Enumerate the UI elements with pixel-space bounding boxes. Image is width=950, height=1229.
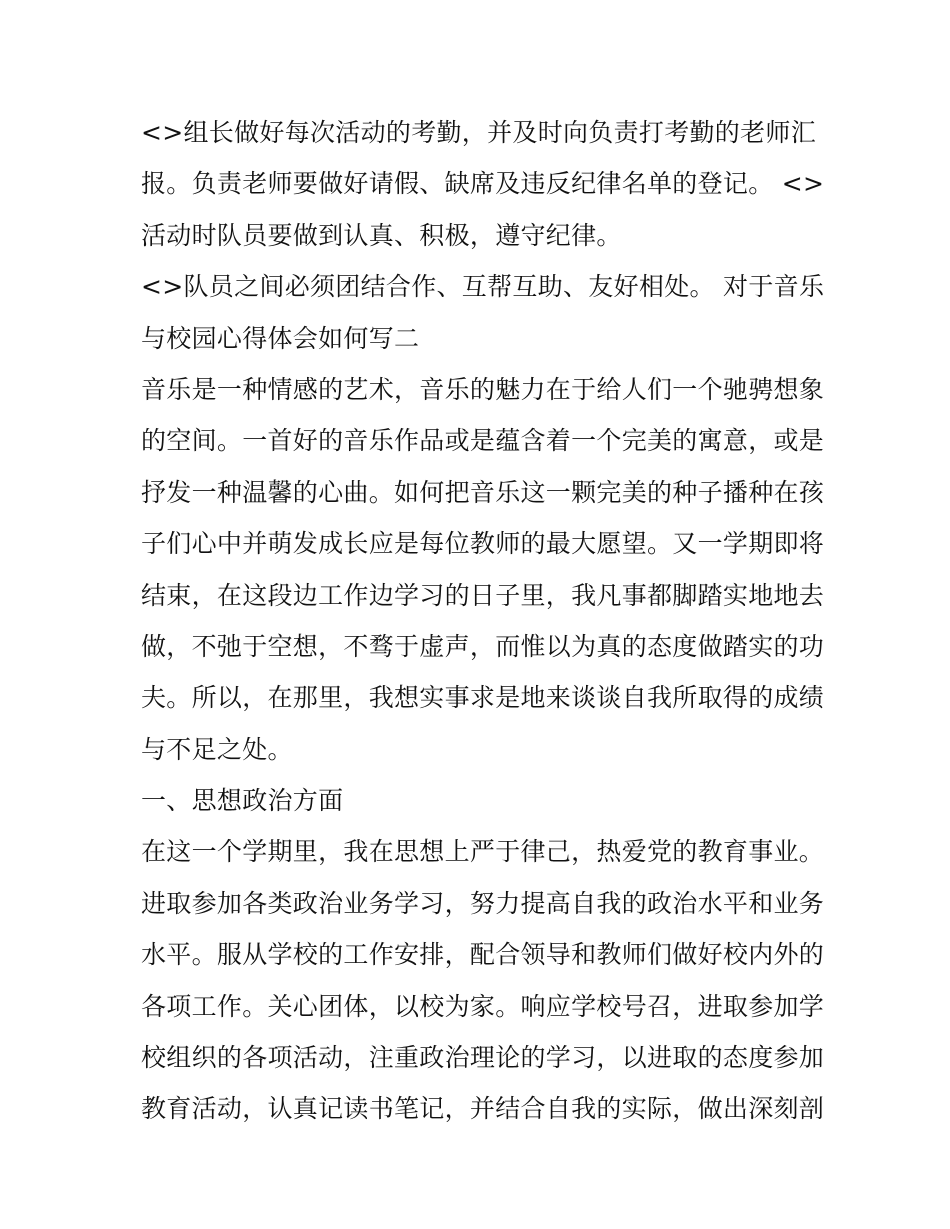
text-line: 活动时队员要做到认真、积极，遵守纪律。 (141, 220, 622, 250)
text-line: 在这一个学期里，我在思想上严于律己，热爱党的教育事业。 (141, 837, 825, 867)
text-line: 夫。所以，在那里，我想实事求是地来谈谈自我所取得的成绩 (141, 683, 825, 713)
text-line: <>队员之间必须团结合作、互帮互助、友好相处。 对于音乐 (141, 272, 825, 302)
text-line: 音乐是一种情感的艺术，音乐的魅力在于给人们一个驰骋想象 (141, 374, 825, 404)
text-line: 报。负责老师要做好请假、缺席及违反纪律名单的登记。 <> (141, 169, 825, 199)
text-line: 抒发一种温馨的心曲。如何把音乐这一颗完美的种子播种在孩 (141, 477, 825, 507)
text-line: 子们心中并萌发成长应是每位教师的最大愿望。又一学期即将 (141, 529, 825, 559)
text-line: 各项工作。关心团体，以校为家。响应学校号召，进取参加学 (141, 991, 825, 1021)
text-line: 水平。服从学校的工作安排，配合领导和教师们做好校内外的 (141, 940, 825, 970)
text-line: <>组长做好每次活动的考勤，并及时向负责打考勤的老师汇 (141, 118, 816, 147)
text-line: 的空间。一首好的音乐作品或是蕴含着一个完美的寓意，或是 (141, 426, 825, 456)
text-line: 结束，在这段边工作边学习的日子里，我凡事都脚踏实地地去 (141, 580, 825, 610)
text-line: 校组织的各项活动，注重政治理论的学习，以进取的态度参加 (141, 1043, 825, 1073)
section-heading: 一、思想政治方面 (141, 786, 344, 816)
document-body (141, 107, 825, 1135)
text-line: 做，不弛于空想，不骛于虚声，而惟以为真的态度做踏实的功 (141, 631, 825, 661)
text-line: 进取参加各类政治业务学习，努力提高自我的政治水平和业务 (141, 888, 825, 918)
text-line: 与校园心得体会如何写二 (141, 323, 420, 353)
text-line: 教育活动，认真记读书笔记，并结合自我的实际，做出深刻剖 (141, 1094, 825, 1124)
text-line: 与不足之处。 (141, 734, 293, 764)
